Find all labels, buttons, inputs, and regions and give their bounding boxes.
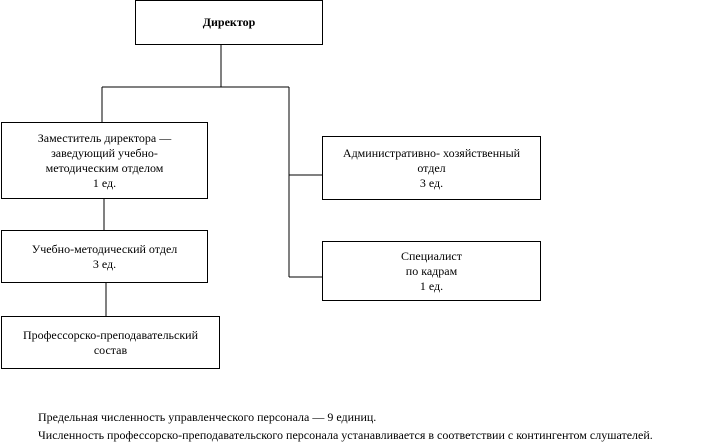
admin-line-1: Административно- хозяйственный [342, 145, 521, 160]
footer-note-1: Предельная численность управленческого персонала — 9 единиц. [38, 410, 377, 424]
deputy-director-box [1, 122, 208, 199]
deputy-count: 1 ед. [92, 175, 117, 190]
director-label: Директор [202, 15, 256, 29]
hr-count: 1 ед. [419, 278, 444, 293]
hr-specialist-box [322, 241, 541, 301]
edu-dept-box [1, 230, 208, 283]
admin-line-2: отдел [417, 160, 446, 175]
faculty-line-1: Профессорско-преподавательский [22, 327, 199, 342]
deputy-line-1: Заместитель директора — [37, 130, 172, 145]
admin-dept-box [322, 136, 541, 200]
faculty-line-2: состав [93, 342, 128, 357]
admin-count: 3 ед. [419, 175, 444, 190]
deputy-line-2: заведующий учебно- [51, 145, 158, 160]
director-box [135, 0, 323, 45]
faculty-box [1, 316, 220, 369]
edu-dept-label: Учебно-методический отдел [31, 241, 178, 256]
deputy-line-3: методическим отделом [45, 160, 164, 175]
hr-line-1: Специалист [400, 248, 462, 263]
hr-line-2: по кадрам [405, 263, 458, 278]
footer-note-2: Численность профессорско-преподавательского персонала устанавливается в соответствии с контингентом слушателей. [38, 428, 653, 442]
edu-dept-count: 3 ед. [92, 256, 117, 271]
